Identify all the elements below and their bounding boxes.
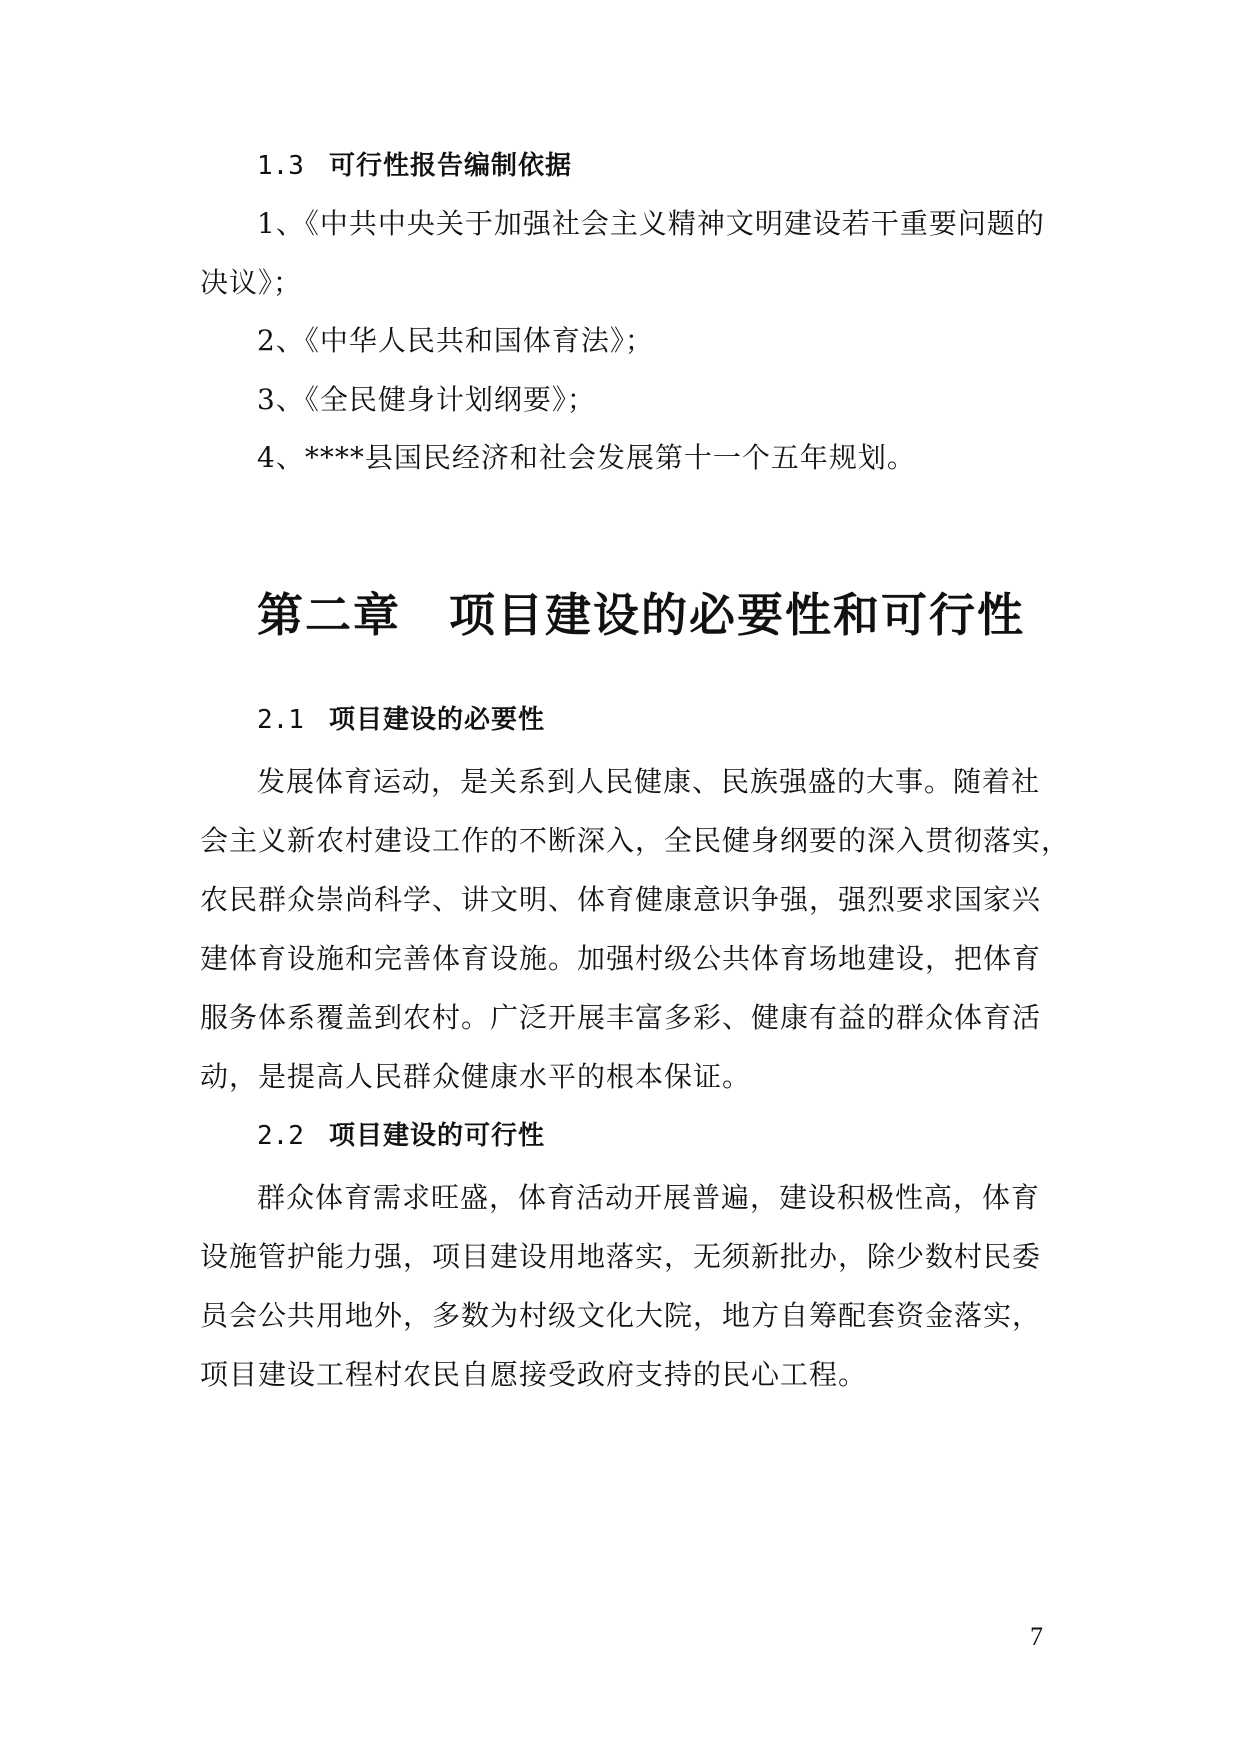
reference-item-1-continued: 决议》； xyxy=(200,266,303,299)
paragraph-line: 会主义新农村建设工作的不断深入，全民健身纲要的深入贯彻落实， xyxy=(200,824,1071,857)
section-number: 1.3 xyxy=(257,151,304,181)
chapter-heading xyxy=(257,585,1025,645)
page-number: 7 xyxy=(1030,1622,1043,1651)
section-number: 2.2 xyxy=(257,1121,304,1151)
section-heading-2-2 xyxy=(257,1116,1060,1156)
reference-item-1: 1、《中共中央关于加强社会主义精神文明建设若干重要问题的 xyxy=(257,207,1045,240)
paragraph-line: 设施管护能力强，项目建设用地落实，无须新批办，除少数村民委 xyxy=(200,1240,1042,1273)
section-number: 2.1 xyxy=(257,705,304,735)
paragraph-line: 服务体系覆盖到农村。广泛开展丰富多彩、健康有益的群众体育活 xyxy=(200,1001,1042,1034)
chapter-title: 项目建设的必要性和可行性 xyxy=(449,588,1025,642)
paragraph-line: 项目建设工程村农民自愿接受政府支持的民心工程。 xyxy=(200,1358,868,1391)
section-title: 项目建设的必要性 xyxy=(329,705,546,735)
paragraph-line: 建体育设施和完善体育设施。加强村级公共体育场地建设，把体育 xyxy=(200,942,1042,975)
section-heading-1-3 xyxy=(257,146,1060,186)
paragraph-line: 动，是提高人民群众健康水平的根本保证。 xyxy=(200,1060,752,1093)
chapter-number: 第二章 xyxy=(257,588,401,642)
paragraph-line: 农民群众崇尚科学、讲文明、体育健康意识争强，强烈要求国家兴 xyxy=(200,883,1042,916)
paragraph-line: 发展体育运动，是关系到人民健康、民族强盛的大事。随着社 xyxy=(257,765,1041,798)
reference-item-2: 2、《中华人民共和国体育法》； xyxy=(257,324,654,357)
paragraph-line: 员会公共用地外，多数为村级文化大院，地方自筹配套资金落实， xyxy=(200,1299,1042,1332)
paragraph-line: 群众体育需求旺盛，体育活动开展普遍，建设积极性高，体育 xyxy=(257,1181,1041,1214)
section-title: 项目建设的可行性 xyxy=(329,1121,546,1151)
section-title: 可行性报告编制依据 xyxy=(329,151,573,181)
section-heading-2-1 xyxy=(257,700,1060,740)
reference-item-4: 4、****县国民经济和社会发展第十一个五年规划。 xyxy=(257,441,916,474)
reference-item-3: 3、《全民健身计划纲要》； xyxy=(257,383,596,416)
